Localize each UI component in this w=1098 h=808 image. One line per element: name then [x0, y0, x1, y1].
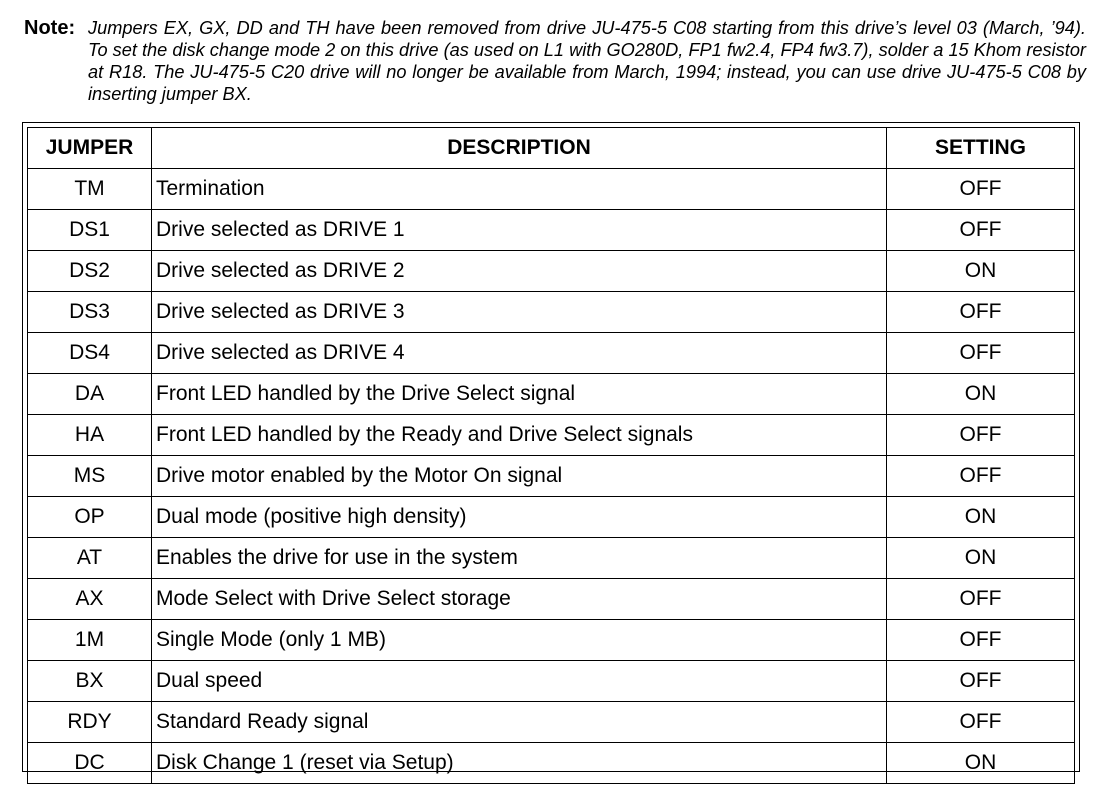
setting-cell: ON	[887, 374, 1075, 415]
note	[24, 17, 1086, 105]
description-cell: Drive selected as DRIVE 1	[152, 210, 887, 251]
setting-cell: OFF	[887, 210, 1075, 251]
description-cell: Front LED handled by the Ready and Drive Select signals	[152, 415, 887, 456]
setting-cell: ON	[887, 743, 1075, 784]
setting-cell: OFF	[887, 661, 1075, 702]
description-cell: Drive selected as DRIVE 4	[152, 333, 887, 374]
header-description: DESCRIPTION	[152, 128, 887, 169]
jumper-cell: AT	[28, 538, 152, 579]
jumper-cell: DC	[28, 743, 152, 784]
description-cell: Standard Ready signal	[152, 702, 887, 743]
setting-cell: OFF	[887, 333, 1075, 374]
description-cell: Drive selected as DRIVE 3	[152, 292, 887, 333]
description-cell: Termination	[152, 169, 887, 210]
description-cell: Dual mode (positive high density)	[152, 497, 887, 538]
jumper-table	[27, 127, 1075, 784]
setting-cell: ON	[887, 497, 1075, 538]
table-row	[28, 456, 1075, 497]
table-row	[28, 210, 1075, 251]
setting-cell: OFF	[887, 579, 1075, 620]
setting-cell: OFF	[887, 169, 1075, 210]
jumper-cell: OP	[28, 497, 152, 538]
description-cell: Enables the drive for use in the system	[152, 538, 887, 579]
description-cell: Front LED handled by the Drive Select signal	[152, 374, 887, 415]
jumper-cell: AX	[28, 579, 152, 620]
setting-cell: ON	[887, 538, 1075, 579]
setting-cell: ON	[887, 251, 1075, 292]
description-cell: Single Mode (only 1 MB)	[152, 620, 887, 661]
jumper-cell: BX	[28, 661, 152, 702]
description-cell: Disk Change 1 (reset via Setup)	[152, 743, 887, 784]
table-row	[28, 743, 1075, 784]
jumper-table-frame	[22, 122, 1080, 772]
setting-cell: OFF	[887, 292, 1075, 333]
table-row	[28, 333, 1075, 374]
description-cell: Drive selected as DRIVE 2	[152, 251, 887, 292]
table-row	[28, 620, 1075, 661]
jumper-cell: MS	[28, 456, 152, 497]
setting-cell: OFF	[887, 415, 1075, 456]
header-setting: SETTING	[887, 128, 1075, 169]
jumper-cell: DS4	[28, 333, 152, 374]
table-row	[28, 251, 1075, 292]
setting-cell: OFF	[887, 456, 1075, 497]
jumper-cell: DS1	[28, 210, 152, 251]
table-row	[28, 579, 1075, 620]
jumper-cell: HA	[28, 415, 152, 456]
setting-cell: OFF	[887, 702, 1075, 743]
table-row	[28, 169, 1075, 210]
table-row	[28, 661, 1075, 702]
table-row	[28, 702, 1075, 743]
table-row	[28, 497, 1075, 538]
description-cell: Mode Select with Drive Select storage	[152, 579, 887, 620]
note-text: Jumpers EX, GX, DD and TH have been removed from drive JU-475-5 C08 starting from this drive’s level 03 (March, ’94). To set the disk change mode 2 on this drive (as used on L1 with GO280D, FP1 fw2.4, FP4 fw3.7), solder a 15 Khom resistor at R18. The JU-475-5 C20 drive will no longer be available from March, 1994; instead, you can use drive JU-475-5 C08 by inserting jumper BX.	[88, 18, 1086, 104]
table-row	[28, 374, 1075, 415]
description-cell: Dual speed	[152, 661, 887, 702]
jumper-cell: DA	[28, 374, 152, 415]
description-cell: Drive motor enabled by the Motor On signal	[152, 456, 887, 497]
jumper-cell: TM	[28, 169, 152, 210]
setting-cell: OFF	[887, 620, 1075, 661]
jumper-cell: DS3	[28, 292, 152, 333]
jumper-cell: 1M	[28, 620, 152, 661]
table-header-row	[28, 128, 1075, 169]
table-row	[28, 415, 1075, 456]
jumper-cell: RDY	[28, 702, 152, 743]
note-label: Note:	[24, 17, 76, 39]
jumper-cell: DS2	[28, 251, 152, 292]
table-row	[28, 292, 1075, 333]
header-jumper: JUMPER	[28, 128, 152, 169]
table-row	[28, 538, 1075, 579]
